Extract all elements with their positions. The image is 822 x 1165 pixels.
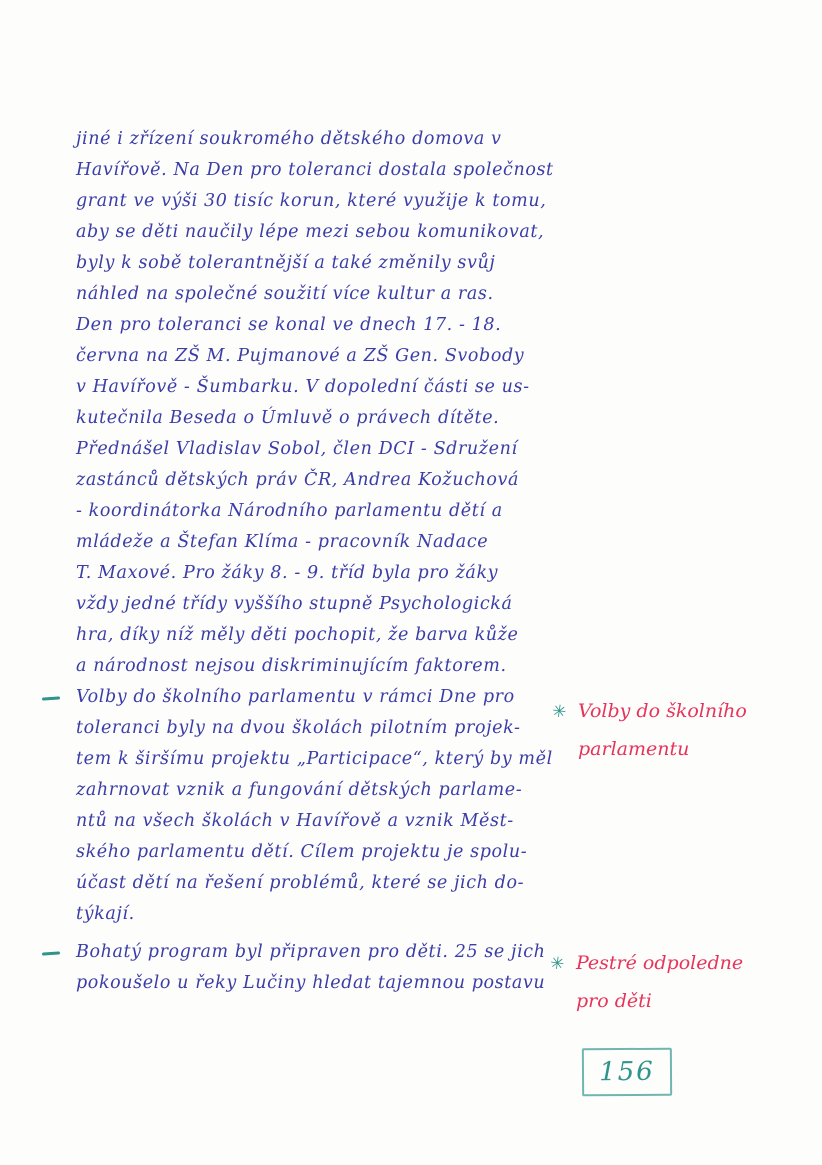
annotation-line: parlamentu <box>578 738 690 760</box>
margin-annotation <box>550 692 747 768</box>
text-line: účast dětí na řešení problémů, které se jich do- <box>76 873 525 893</box>
text-line: - koordinátorka Národního parlamentu dětí a <box>76 501 503 521</box>
text-line: byly k sobě tolerantnější a také změnily svůj <box>76 253 496 273</box>
text-line: a národnost nejsou diskriminujícím faktorem. <box>76 656 507 676</box>
annotation-line: pro děti <box>576 990 652 1012</box>
text-line: jiné i zřízení soukromého dětského domova v <box>76 129 502 149</box>
text-line: zastánců dětských práv ČR, Andrea Kožuchová <box>76 470 520 490</box>
text-line: týkají. <box>76 904 135 924</box>
text-line: toleranci byly na dvou školách pilotním projek- <box>76 718 521 738</box>
handwriting-text-block <box>76 124 554 999</box>
star-icon: ✳ <box>548 953 566 975</box>
text-line: aby se děti naučily lépe mezi sebou komunikovat, <box>76 222 545 242</box>
text-line: vždy jedné třídy vyššího stupně Psychologická <box>76 594 513 614</box>
text-line: pokoušelo u řeky Lučiny hledat tajemnou postavu <box>76 973 546 993</box>
text-line: Havířově. Na Den pro toleranci dostala společnost <box>76 160 554 180</box>
text-line: Den pro toleranci se konal ve dnech 17. - 18. <box>76 315 502 335</box>
page-number: 156 <box>599 1056 655 1088</box>
margin-annotation <box>548 944 744 1020</box>
text-line: Volby do školního parlamentu v rámci Dne pro <box>76 682 554 713</box>
annotation-line: Volby do školního <box>578 700 747 722</box>
text-line: června na ZŠ M. Pujmanové a ZŠ Gen. Svobody <box>76 346 525 366</box>
text-line: hra, díky níž měly děti pochopit, že barva kůže <box>76 625 519 645</box>
text-line: T. Maxové. Pro žáky 8. - 9. tříd byla pro žáky <box>76 563 499 583</box>
text-line: ntů na všech školách v Havířově a vznik Měst- <box>76 811 514 831</box>
page-number-box <box>582 1048 672 1097</box>
text-line: tem k širšímu projektu „Participace“, který by měl <box>76 749 553 769</box>
text-line: náhled na společné soužití více kultur a ras. <box>76 284 494 304</box>
text-line: Bohatý program byl připraven pro děti. 25 se jich <box>76 937 554 968</box>
annotation-line: Pestré odpoledne <box>576 952 744 974</box>
text-line: ského parlamentu dětí. Cílem projektu je spolu- <box>76 842 528 862</box>
text-line: zahrnovat vznik a fungování dětských parlame- <box>76 780 523 800</box>
text-line: v Havířově - Šumbarku. V dopolední části se us- <box>76 377 530 397</box>
text-line: grant ve výši 30 tisíc korun, které využije k tomu, <box>76 191 547 211</box>
text-line: kutečnila Beseda o Úmluvě o právech dítěte. <box>76 408 500 428</box>
text-line: mládeže a Štefan Klíma - pracovník Nadace <box>76 532 489 552</box>
text-line: Přednášel Vladislav Sobol, člen DCI - Sdružení <box>76 439 518 459</box>
star-icon: ✳ <box>550 701 568 723</box>
